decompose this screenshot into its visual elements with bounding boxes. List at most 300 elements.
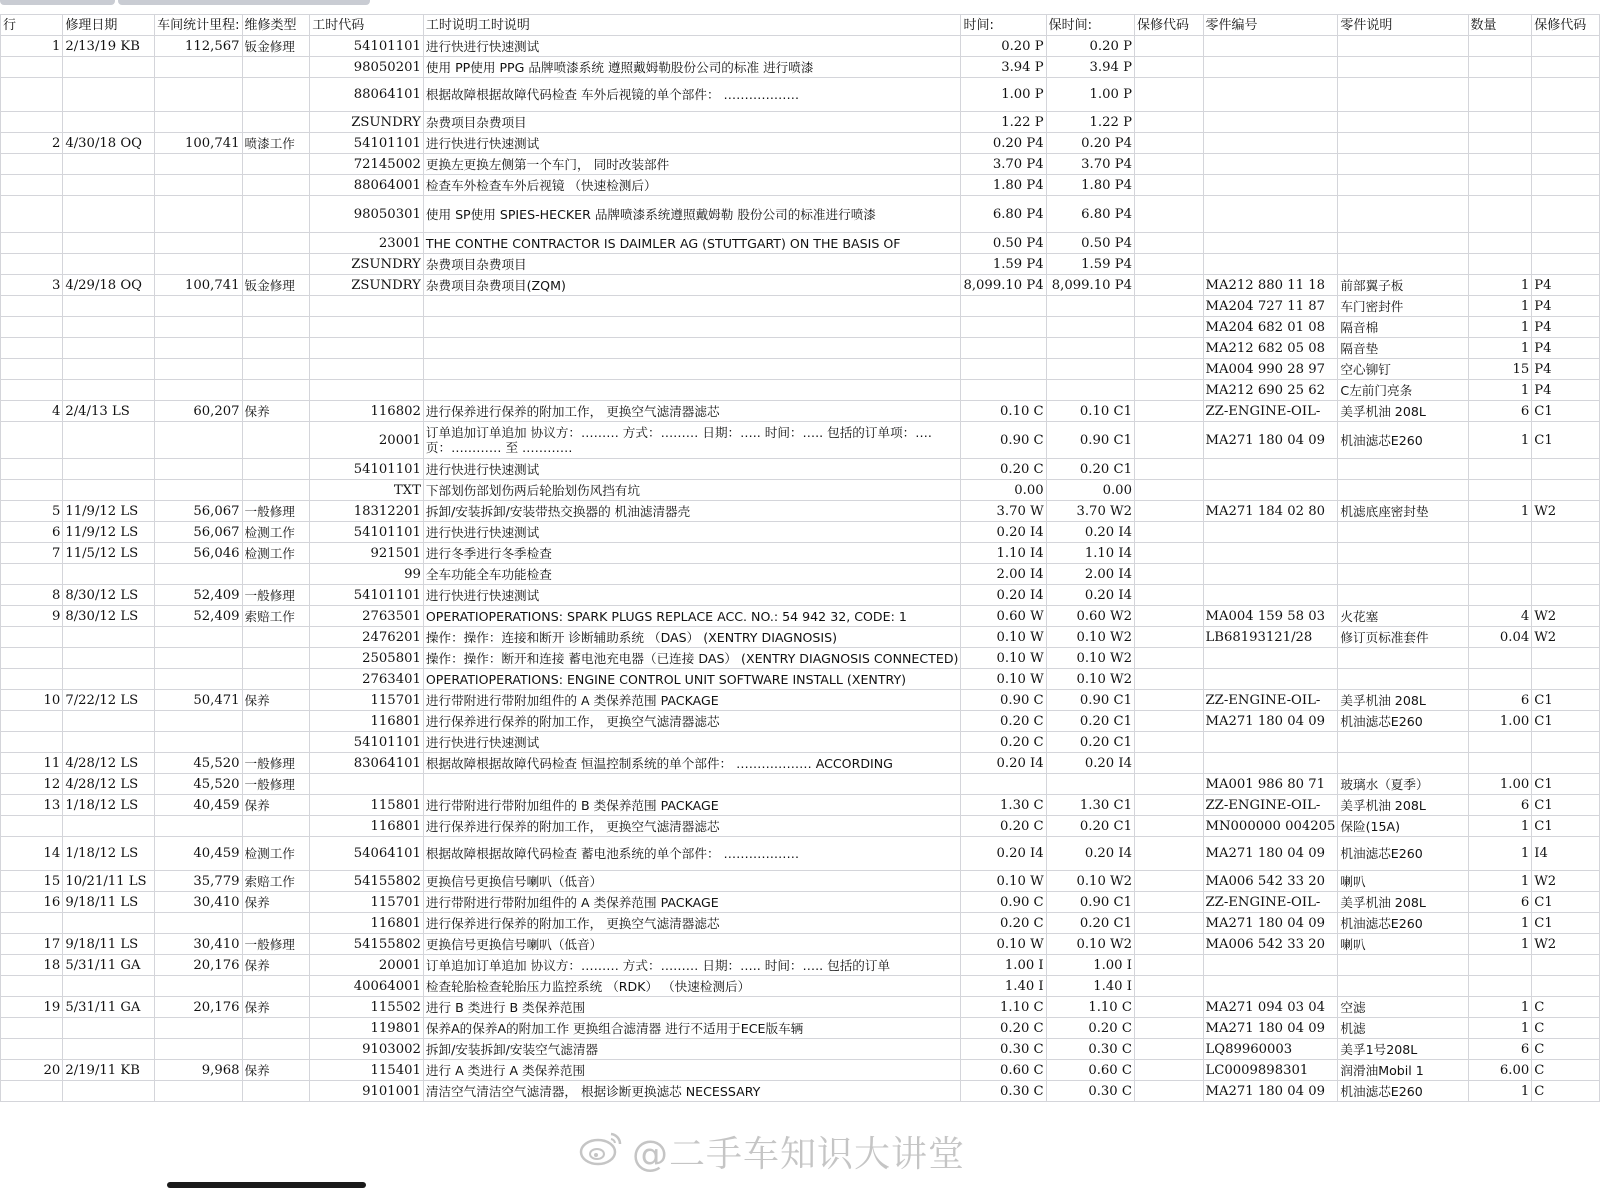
mileage-cell: 45,520 xyxy=(155,774,242,795)
repair-type-cell xyxy=(242,296,310,317)
part-warranty-code-cell: W2 xyxy=(1532,606,1600,627)
repair-date-cell: 10/21/11 LS xyxy=(63,871,155,892)
table-row xyxy=(1,133,1600,154)
row-number-cell: 12 xyxy=(1,774,63,795)
labor-code-cell: 23001 xyxy=(310,233,424,254)
part-number-cell: MA271 180 04 09 xyxy=(1203,913,1338,934)
table-row xyxy=(1,606,1600,627)
part-warranty-code-cell: P4 xyxy=(1532,296,1600,317)
warranty-code-cell xyxy=(1134,774,1203,795)
part-number-cell: MA271 180 04 09 xyxy=(1203,837,1338,871)
warranty-time-cell: 0.20 I4 xyxy=(1046,753,1134,774)
labor-code-cell: 9101001 xyxy=(310,1081,424,1102)
warranty-time-cell: 0.20 C1 xyxy=(1046,459,1134,480)
labor-desc-cell: 检查车外检查车外后视镜 （快速检测后） xyxy=(423,175,961,196)
table-row xyxy=(1,57,1600,78)
column-header: 行 xyxy=(1,15,63,36)
part-desc-cell xyxy=(1338,196,1468,233)
table-row xyxy=(1,1039,1600,1060)
repair-date-cell xyxy=(63,154,155,175)
labor-code-cell: 54064101 xyxy=(310,837,424,871)
labor-code-cell: 116801 xyxy=(310,711,424,732)
warranty-code-cell xyxy=(1134,732,1203,753)
labor-desc-cell: 更换信号更换信号喇叭（低音） xyxy=(423,934,961,955)
warranty-code-cell xyxy=(1134,816,1203,837)
warranty-code-cell xyxy=(1134,196,1203,233)
warranty-code-cell xyxy=(1134,338,1203,359)
quantity-cell: 6 xyxy=(1468,1039,1532,1060)
column-header: 修理日期 xyxy=(63,15,155,36)
quantity-cell: 1 xyxy=(1468,1081,1532,1102)
repair-type-cell: 一般修理 xyxy=(242,774,310,795)
repair-date-cell xyxy=(63,627,155,648)
labor-desc-cell: 操作：操作：连接和断开 诊断辅助系统 （DAS） (XENTRY DIAGNOSIS) xyxy=(423,627,961,648)
warranty-time-cell: 0.10 W2 xyxy=(1046,934,1134,955)
repair-date-cell: 4/28/12 LS xyxy=(63,753,155,774)
part-desc-cell: 美孚1号208L xyxy=(1338,1039,1468,1060)
warranty-time-cell: 0.20 P xyxy=(1046,36,1134,57)
warranty-code-cell xyxy=(1134,380,1203,401)
repair-date-cell: 4/29/18 OQ xyxy=(63,275,155,296)
part-number-cell: MA004 159 58 03 xyxy=(1203,606,1338,627)
row-number-cell: 17 xyxy=(1,934,63,955)
row-number-cell xyxy=(1,648,63,669)
quantity-cell xyxy=(1468,753,1532,774)
part-warranty-code-cell xyxy=(1532,133,1600,154)
labor-code-cell xyxy=(310,380,424,401)
labor-code-cell: TXT xyxy=(310,480,424,501)
warranty-time-cell xyxy=(1046,338,1134,359)
warranty-time-cell: 2.00 I4 xyxy=(1046,564,1134,585)
time-cell: 0.20 C xyxy=(961,816,1046,837)
row-number-cell: 16 xyxy=(1,892,63,913)
column-header: 数量 xyxy=(1468,15,1532,36)
quantity-cell: 1 xyxy=(1468,317,1532,338)
quantity-cell: 1 xyxy=(1468,816,1532,837)
part-number-cell: LC0009898301 xyxy=(1203,1060,1338,1081)
repair-date-cell xyxy=(63,380,155,401)
part-warranty-code-cell xyxy=(1532,196,1600,233)
labor-desc-cell xyxy=(423,317,961,338)
mileage-cell xyxy=(155,669,242,690)
labor-desc-cell: 拆卸/安装拆卸/安装空气滤清器 xyxy=(423,1039,961,1060)
part-warranty-code-cell: P4 xyxy=(1532,380,1600,401)
warranty-time-cell: 3.70 W2 xyxy=(1046,501,1134,522)
part-warranty-code-cell: C1 xyxy=(1532,690,1600,711)
time-cell xyxy=(961,296,1046,317)
labor-code-cell: 54101101 xyxy=(310,732,424,753)
quantity-cell xyxy=(1468,648,1532,669)
warranty-code-cell xyxy=(1134,1018,1203,1039)
mileage-cell: 100,741 xyxy=(155,275,242,296)
warranty-code-cell xyxy=(1134,711,1203,732)
warranty-code-cell xyxy=(1134,522,1203,543)
part-number-cell xyxy=(1203,78,1338,112)
row-number-cell xyxy=(1,175,63,196)
part-number-cell: MA271 094 03 04 xyxy=(1203,997,1338,1018)
warranty-code-cell xyxy=(1134,233,1203,254)
repair-type-cell xyxy=(242,459,310,480)
row-number-cell xyxy=(1,669,63,690)
part-desc-cell xyxy=(1338,976,1468,997)
table-row xyxy=(1,317,1600,338)
quantity-cell xyxy=(1468,669,1532,690)
row-number-cell xyxy=(1,57,63,78)
column-header: 零件编号 xyxy=(1203,15,1338,36)
table-row xyxy=(1,816,1600,837)
warranty-time-cell xyxy=(1046,359,1134,380)
labor-code-cell xyxy=(310,338,424,359)
part-number-cell xyxy=(1203,196,1338,233)
time-cell: 0.20 C xyxy=(961,1018,1046,1039)
mileage-cell: 30,410 xyxy=(155,892,242,913)
sheet-tab[interactable] xyxy=(0,0,115,5)
part-number-cell xyxy=(1203,233,1338,254)
quantity-cell xyxy=(1468,36,1532,57)
time-cell: 3.94 P xyxy=(961,57,1046,78)
part-number-cell xyxy=(1203,522,1338,543)
part-number-cell xyxy=(1203,175,1338,196)
mileage-cell xyxy=(155,422,242,459)
warranty-code-cell xyxy=(1134,422,1203,459)
warranty-code-cell xyxy=(1134,57,1203,78)
labor-desc-cell: 使用 PP使用 PPG 品牌喷漆系统 遵照戴姆勒股份公司的标准 进行喷漆 xyxy=(423,57,961,78)
quantity-cell: 1 xyxy=(1468,1018,1532,1039)
table-row xyxy=(1,934,1600,955)
table-row xyxy=(1,976,1600,997)
mileage-cell xyxy=(155,564,242,585)
time-cell: 0.90 C xyxy=(961,892,1046,913)
labor-code-cell: 20001 xyxy=(310,422,424,459)
table-row xyxy=(1,254,1600,275)
table-row xyxy=(1,359,1600,380)
part-warranty-code-cell: P4 xyxy=(1532,338,1600,359)
labor-code-cell: 54155802 xyxy=(310,934,424,955)
table-row xyxy=(1,795,1600,816)
labor-code-cell: 2476201 xyxy=(310,627,424,648)
warranty-time-cell: 1.59 P4 xyxy=(1046,254,1134,275)
time-cell: 1.30 C xyxy=(961,795,1046,816)
repair-date-cell: 2/19/11 KB xyxy=(63,1060,155,1081)
repair-type-cell: 一般修理 xyxy=(242,753,310,774)
labor-code-cell: 54101101 xyxy=(310,459,424,480)
sheet-tab[interactable] xyxy=(118,0,370,5)
mileage-cell xyxy=(155,233,242,254)
warranty-code-cell xyxy=(1134,837,1203,871)
quantity-cell xyxy=(1468,955,1532,976)
warranty-time-cell: 1.22 P xyxy=(1046,112,1134,133)
labor-code-cell: 119801 xyxy=(310,1018,424,1039)
warranty-time-cell: 0.00 xyxy=(1046,480,1134,501)
part-number-cell: MA204 682 01 08 xyxy=(1203,317,1338,338)
warranty-time-cell xyxy=(1046,774,1134,795)
part-number-cell xyxy=(1203,480,1338,501)
time-cell: 0.20 P4 xyxy=(961,133,1046,154)
repair-history-table xyxy=(0,14,1600,1102)
repair-date-cell xyxy=(63,976,155,997)
part-desc-cell: 车门密封件 xyxy=(1338,296,1468,317)
table-row xyxy=(1,913,1600,934)
labor-desc-cell: 进行快进行快速测试 xyxy=(423,36,961,57)
quantity-cell: 1 xyxy=(1468,934,1532,955)
part-number-cell: MN000000 004205 xyxy=(1203,816,1338,837)
time-cell: 0.10 W xyxy=(961,648,1046,669)
labor-code-cell: 116801 xyxy=(310,913,424,934)
labor-code-cell: 115401 xyxy=(310,1060,424,1081)
labor-desc-cell xyxy=(423,338,961,359)
warranty-time-cell: 3.94 P xyxy=(1046,57,1134,78)
column-header: 工时说明工时说明 xyxy=(423,15,961,36)
warranty-time-cell xyxy=(1046,296,1134,317)
warranty-code-cell xyxy=(1134,913,1203,934)
part-desc-cell xyxy=(1338,36,1468,57)
part-number-cell xyxy=(1203,669,1338,690)
quantity-cell: 1 xyxy=(1468,871,1532,892)
part-desc-cell xyxy=(1338,753,1468,774)
row-number-cell: 9 xyxy=(1,606,63,627)
table-row xyxy=(1,401,1600,422)
mileage-cell xyxy=(155,338,242,359)
repair-type-cell xyxy=(242,154,310,175)
part-number-cell xyxy=(1203,36,1338,57)
warranty-code-cell xyxy=(1134,480,1203,501)
column-header: 保修代码 xyxy=(1532,15,1600,36)
repair-type-cell xyxy=(242,317,310,338)
time-cell: 0.20 I4 xyxy=(961,522,1046,543)
row-number-cell xyxy=(1,338,63,359)
labor-desc-cell: 全车功能全车功能检查 xyxy=(423,564,961,585)
part-desc-cell xyxy=(1338,732,1468,753)
repair-type-cell: 检测工作 xyxy=(242,543,310,564)
part-number-cell xyxy=(1203,976,1338,997)
quantity-cell xyxy=(1468,480,1532,501)
quantity-cell: 1 xyxy=(1468,913,1532,934)
warranty-time-cell: 0.60 C xyxy=(1046,1060,1134,1081)
labor-code-cell: 116802 xyxy=(310,401,424,422)
time-cell: 0.30 C xyxy=(961,1081,1046,1102)
repair-date-cell xyxy=(63,480,155,501)
table-row xyxy=(1,380,1600,401)
quantity-cell: 1 xyxy=(1468,275,1532,296)
labor-desc-cell: 进行冬季进行冬季检查 xyxy=(423,543,961,564)
labor-desc-cell: 进行 B 类进行 B 类保养范围 xyxy=(423,997,961,1018)
part-number-cell xyxy=(1203,543,1338,564)
labor-desc-cell: 进行带附进行带附加组件的 A 类保养范围 PACKAGE xyxy=(423,690,961,711)
part-desc-cell: 前部翼子板 xyxy=(1338,275,1468,296)
warranty-time-cell: 0.10 C1 xyxy=(1046,401,1134,422)
warranty-time-cell: 0.20 I4 xyxy=(1046,522,1134,543)
row-number-cell: 10 xyxy=(1,690,63,711)
time-cell: 0.20 P xyxy=(961,36,1046,57)
quantity-cell xyxy=(1468,196,1532,233)
warranty-time-cell: 0.30 C xyxy=(1046,1039,1134,1060)
row-number-cell xyxy=(1,196,63,233)
repair-date-cell xyxy=(63,564,155,585)
time-cell: 3.70 P4 xyxy=(961,154,1046,175)
mileage-cell xyxy=(155,359,242,380)
mileage-cell xyxy=(155,57,242,78)
labor-desc-cell: 杂费项目杂费项目(ZQM) xyxy=(423,275,961,296)
time-cell: 1.10 I4 xyxy=(961,543,1046,564)
repair-type-cell xyxy=(242,380,310,401)
warranty-code-cell xyxy=(1134,976,1203,997)
part-number-cell: MA212 880 11 18 xyxy=(1203,275,1338,296)
part-warranty-code-cell: C1 xyxy=(1532,401,1600,422)
part-warranty-code-cell: P4 xyxy=(1532,317,1600,338)
labor-code-cell: 83064101 xyxy=(310,753,424,774)
repair-date-cell xyxy=(63,422,155,459)
warranty-code-cell xyxy=(1134,753,1203,774)
part-warranty-code-cell: P4 xyxy=(1532,275,1600,296)
repair-date-cell: 11/9/12 LS xyxy=(63,522,155,543)
labor-desc-cell: 进行保养进行保养的附加工作， 更换空气滤清器滤芯 xyxy=(423,816,961,837)
row-number-cell: 5 xyxy=(1,501,63,522)
row-number-cell xyxy=(1,1018,63,1039)
mileage-cell xyxy=(155,78,242,112)
labor-code-cell: 99 xyxy=(310,564,424,585)
horizontal-scrollbar[interactable] xyxy=(167,1182,366,1188)
part-warranty-code-cell: C1 xyxy=(1532,892,1600,913)
warranty-time-cell: 0.10 W2 xyxy=(1046,648,1134,669)
labor-code-cell: 115502 xyxy=(310,997,424,1018)
quantity-cell: 4 xyxy=(1468,606,1532,627)
table-row xyxy=(1,196,1600,233)
warranty-time-cell: 0.50 P4 xyxy=(1046,233,1134,254)
quantity-cell xyxy=(1468,175,1532,196)
mileage-cell xyxy=(155,175,242,196)
labor-desc-cell: 根据故障根据故障代码检查 恒温控制系统的单个部件： ……………… ACCORDING xyxy=(423,753,961,774)
part-number-cell xyxy=(1203,254,1338,275)
labor-desc-cell xyxy=(423,774,961,795)
warranty-time-cell: 6.80 P4 xyxy=(1046,196,1134,233)
warranty-code-cell xyxy=(1134,501,1203,522)
warranty-code-cell xyxy=(1134,1081,1203,1102)
time-cell: 6.80 P4 xyxy=(961,196,1046,233)
repair-date-cell xyxy=(63,669,155,690)
row-number-cell xyxy=(1,254,63,275)
part-desc-cell xyxy=(1338,543,1468,564)
repair-date-cell: 9/18/11 LS xyxy=(63,892,155,913)
labor-desc-cell xyxy=(423,296,961,317)
part-number-cell: ZZ-ENGINE-OIL- xyxy=(1203,690,1338,711)
warranty-code-cell xyxy=(1134,627,1203,648)
labor-desc-cell: 清洁空气清洁空气滤清器， 根据诊断更换滤芯 NECESSARY xyxy=(423,1081,961,1102)
labor-desc-cell: 更换信号更换信号喇叭（低音） xyxy=(423,871,961,892)
warranty-code-cell xyxy=(1134,892,1203,913)
labor-desc-cell: 保养A的保养A的附加工作 更换组合滤清器 进行不适用于ECE版车辆 xyxy=(423,1018,961,1039)
labor-code-cell: 115801 xyxy=(310,795,424,816)
time-cell: 0.90 C xyxy=(961,422,1046,459)
quantity-cell: 6 xyxy=(1468,690,1532,711)
warranty-time-cell: 0.20 C1 xyxy=(1046,913,1134,934)
repair-type-cell: 保养 xyxy=(242,997,310,1018)
quantity-cell: 1 xyxy=(1468,380,1532,401)
table-row xyxy=(1,753,1600,774)
repair-type-cell: 保养 xyxy=(242,1060,310,1081)
time-cell: 3.70 W xyxy=(961,501,1046,522)
quantity-cell xyxy=(1468,543,1532,564)
part-desc-cell: 润滑油Mobil 1 xyxy=(1338,1060,1468,1081)
part-number-cell xyxy=(1203,112,1338,133)
row-number-cell xyxy=(1,816,63,837)
warranty-time-cell: 0.60 W2 xyxy=(1046,606,1134,627)
quantity-cell xyxy=(1468,112,1532,133)
repair-type-cell: 一般修理 xyxy=(242,934,310,955)
labor-code-cell: 18312201 xyxy=(310,501,424,522)
repair-type-cell: 保养 xyxy=(242,795,310,816)
table-row xyxy=(1,296,1600,317)
quantity-cell: 1 xyxy=(1468,501,1532,522)
part-desc-cell: 喇叭 xyxy=(1338,934,1468,955)
time-cell: 2.00 I4 xyxy=(961,564,1046,585)
row-number-cell: 4 xyxy=(1,401,63,422)
labor-code-cell: 88064001 xyxy=(310,175,424,196)
mileage-cell: 50,471 xyxy=(155,690,242,711)
part-desc-cell: 机油滤芯E260 xyxy=(1338,837,1468,871)
part-warranty-code-cell: C xyxy=(1532,1039,1600,1060)
labor-desc-cell: 进行 A 类进行 A 类保养范围 xyxy=(423,1060,961,1081)
column-header: 零件说明 xyxy=(1338,15,1468,36)
warranty-code-cell xyxy=(1134,997,1203,1018)
repair-type-cell: 索赔工作 xyxy=(242,606,310,627)
part-desc-cell xyxy=(1338,459,1468,480)
quantity-cell xyxy=(1468,133,1532,154)
part-desc-cell: 玻璃水（夏季） xyxy=(1338,774,1468,795)
part-warranty-code-cell: W2 xyxy=(1532,934,1600,955)
part-desc-cell xyxy=(1338,154,1468,175)
warranty-time-cell: 0.20 P4 xyxy=(1046,133,1134,154)
repair-date-cell xyxy=(63,1081,155,1102)
weibo-logo-icon xyxy=(578,1128,624,1168)
part-desc-cell: 机滤底座密封垫 xyxy=(1338,501,1468,522)
labor-desc-cell: 订单追加订单追加 协议方：……… 方式：……… 日期：….. 时间：….. 包括的订单 xyxy=(423,955,961,976)
repair-type-cell xyxy=(242,480,310,501)
mileage-cell xyxy=(155,154,242,175)
part-number-cell: MA271 184 02 80 xyxy=(1203,501,1338,522)
part-number-cell xyxy=(1203,732,1338,753)
quantity-cell: 6 xyxy=(1468,892,1532,913)
warranty-time-cell: 0.20 C xyxy=(1046,1018,1134,1039)
warranty-code-cell xyxy=(1134,795,1203,816)
repair-type-cell xyxy=(242,732,310,753)
mileage-cell xyxy=(155,480,242,501)
labor-code-cell xyxy=(310,317,424,338)
labor-code-cell xyxy=(310,296,424,317)
part-warranty-code-cell: C1 xyxy=(1532,795,1600,816)
labor-code-cell: 115701 xyxy=(310,690,424,711)
part-warranty-code-cell: W2 xyxy=(1532,501,1600,522)
row-number-cell: 8 xyxy=(1,585,63,606)
warranty-time-cell xyxy=(1046,380,1134,401)
time-cell: 0.10 W xyxy=(961,627,1046,648)
labor-desc-cell: 操作：操作：断开和连接 蓄电池充电器（已连接 DAS） (XENTRY DIAGNOSIS CONNECTED) xyxy=(423,648,961,669)
time-cell: 0.00 xyxy=(961,480,1046,501)
part-number-cell xyxy=(1203,459,1338,480)
labor-desc-cell: 进行快进行快速测试 xyxy=(423,732,961,753)
warranty-time-cell: 0.20 I4 xyxy=(1046,837,1134,871)
part-warranty-code-cell xyxy=(1532,36,1600,57)
labor-desc-cell: 检查轮胎检查轮胎压力监控系统 （RDK） （快速检测后） xyxy=(423,976,961,997)
labor-desc-cell: OPERATIOPERATIONS: SPARK PLUGS REPLACE ACC. NO.: 54 942 32, CODE: 1 xyxy=(423,606,961,627)
part-number-cell: MA271 180 04 09 xyxy=(1203,422,1338,459)
row-number-cell: 20 xyxy=(1,1060,63,1081)
part-number-cell: MA204 727 11 87 xyxy=(1203,296,1338,317)
mileage-cell xyxy=(155,732,242,753)
mileage-cell: 52,409 xyxy=(155,585,242,606)
labor-code-cell: 2763501 xyxy=(310,606,424,627)
column-header: 保修代码 xyxy=(1134,15,1203,36)
repair-date-cell xyxy=(63,913,155,934)
